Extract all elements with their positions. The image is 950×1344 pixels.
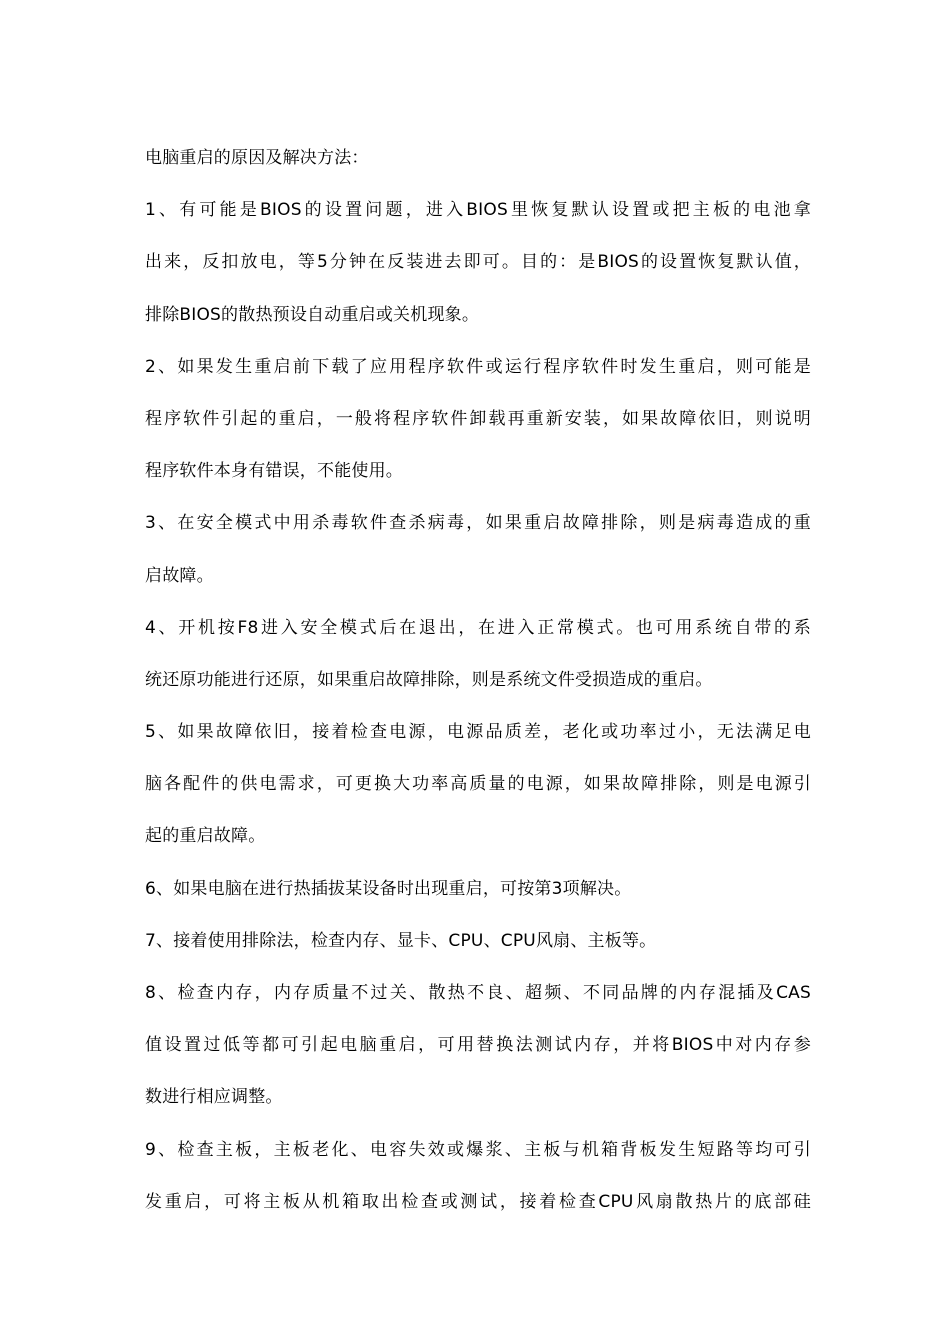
- text-line: 启故障。: [145, 565, 214, 586]
- text-line: 出来，反扣放电，等5分钟在反装进去即可。目的：是BIOS的设置恢复默认值，: [145, 252, 811, 273]
- text-line: 9、检查主板，主板老化、电容失效或爆浆、主板与机箱背板发生短路等均可引: [145, 1139, 811, 1160]
- text-line: 程序软件引起的重启，一般将程序软件卸载再重新安装，如果故障依旧，则说明: [145, 408, 811, 429]
- text-line: 值设置过低等都可引起电脑重启，可用替换法测试内存，并将BIOS中对内存参: [145, 1035, 811, 1056]
- text-line: 7、接着使用排除法，检查内存、显卡、CPU、CPU风扇、主板等。: [145, 930, 657, 951]
- text-line: 4、开机按F8进入安全模式后在退出，在进入正常模式。也可用系统自带的系: [145, 617, 811, 638]
- text-line: 脑各配件的供电需求，可更换大功率高质量的电源，如果故障排除，则是电源引: [145, 774, 811, 795]
- text-line: 1、有可能是BIOS的设置问题，进入BIOS里恢复默认设置或把主板的电池拿: [145, 200, 811, 221]
- text-line: 统还原功能进行还原，如果重启故障排除，则是系统文件受损造成的重启。: [145, 669, 713, 690]
- text-line: 起的重启故障。: [145, 826, 266, 847]
- text-line: 6、如果电脑在进行热插拔某设备时出现重启，可按第3项解决。: [145, 878, 632, 899]
- text-line: 发重启，可将主板从机箱取出检查或测试，接着检查CPU风扇散热片的底部硅: [145, 1191, 811, 1212]
- text-line: 2、如果发生重启前下载了应用程序软件或运行程序软件时发生重启，则可能是: [145, 356, 811, 377]
- document-title: 电脑重启的原因及解决方法：: [145, 148, 369, 168]
- text-line: 5、如果故障依旧，接着检查电源，电源品质差，老化或功率过小，无法满足电: [145, 722, 811, 743]
- text-line: 8、检查内存，内存质量不过关、散热不良、超频、不同品牌的内存混插及CAS: [145, 983, 811, 1003]
- text-line: 3、在安全模式中用杀毒软件查杀病毒，如果重启故障排除，则是病毒造成的重: [145, 513, 811, 534]
- text-line: 数进行相应调整。: [145, 1087, 283, 1108]
- document-body: [145, 140, 811, 1236]
- text-line: 排除BIOS的散热预设自动重启或关机现象。: [145, 304, 480, 325]
- text-line: 程序软件本身有错误，不能使用。: [145, 461, 403, 482]
